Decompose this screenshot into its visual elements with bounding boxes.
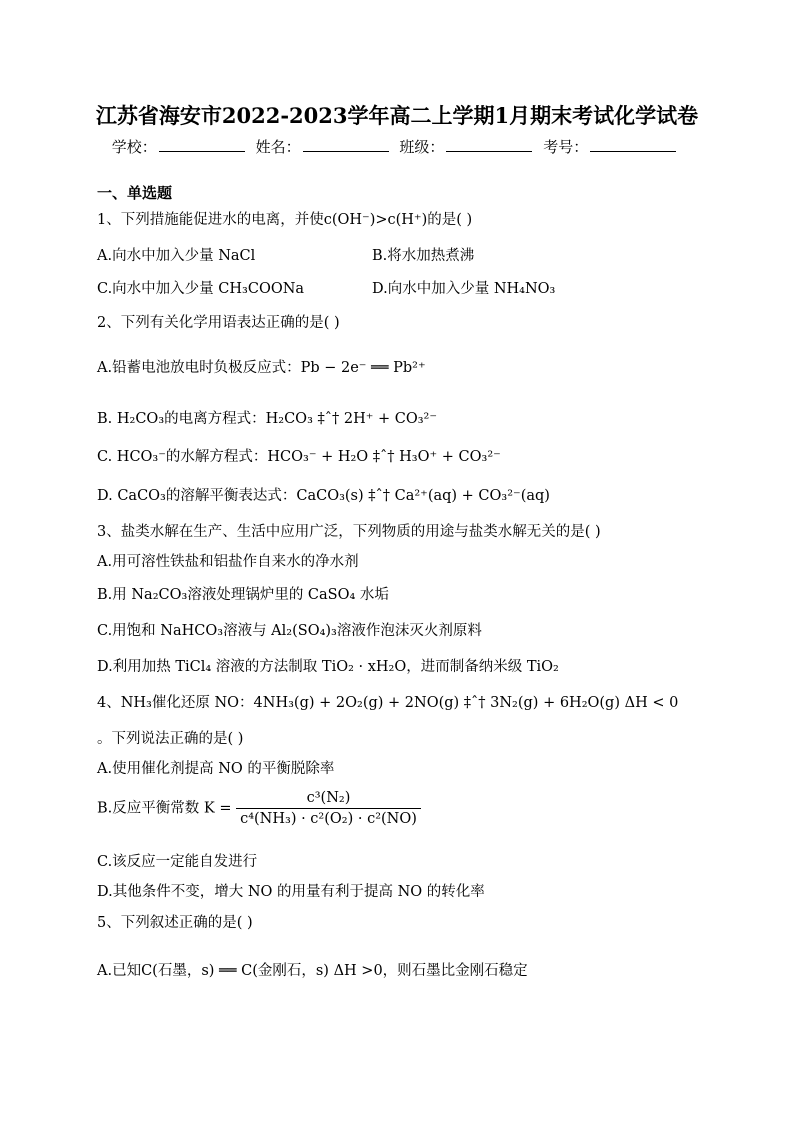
q5-option-a: A.已知C(石墨，s) ══ C(金刚石，s) ΔH >0，则石墨比金刚石稳定 bbox=[97, 963, 528, 979]
name-blank[interactable] bbox=[303, 137, 389, 152]
q2-stem: 2、下列有关化学用语表达正确的是( ) bbox=[97, 315, 340, 331]
q5-stem: 5、下列叙述正确的是( ) bbox=[97, 915, 253, 931]
equilibrium-constant-fraction bbox=[236, 790, 421, 827]
number-blank[interactable] bbox=[590, 137, 676, 152]
section-heading: 一、单选题 bbox=[97, 184, 173, 202]
q4-option-c: C.该反应一定能自发进行 bbox=[97, 854, 258, 870]
class-blank[interactable] bbox=[446, 137, 532, 152]
q4-option-a: A.使用催化剂提高 NO 的平衡脱除率 bbox=[97, 761, 335, 777]
school-label: 学校： bbox=[111, 138, 157, 156]
q3-stem: 3、盐类水解在生产、生活中应用广泛，下列物质的用途与盐类水解无关的是( ) bbox=[97, 524, 601, 540]
name-label: 姓名： bbox=[255, 138, 301, 156]
q1-option-a: A.向水中加入少量 NaCl bbox=[97, 248, 256, 264]
q2-option-a: A.铅蓄电池放电时负极反应式：Pb − 2e⁻ ══ Pb²⁺ bbox=[97, 360, 426, 376]
fraction-numerator: c³(N₂) bbox=[236, 790, 421, 809]
class-label: 班级： bbox=[399, 138, 445, 156]
q4-option-b bbox=[97, 790, 421, 827]
q4-stem-continued: 。下列说法正确的是( ) bbox=[97, 731, 244, 747]
q2-option-b: B. H₂CO₃的电离方程式：H₂CO₃ ‡ˆ† 2H⁺ + CO₃²⁻ bbox=[97, 411, 437, 427]
q3-option-b: B.用 Na₂CO₃溶液处理锅炉里的 CaSO₄ 水垢 bbox=[97, 587, 389, 603]
number-label: 考号： bbox=[543, 138, 589, 156]
q1-option-c: C.向水中加入少量 CH₃COONa bbox=[97, 281, 305, 297]
q2-option-c: C. HCO₃⁻的水解方程式：HCO₃⁻ + H₂O ‡ˆ† H₃O⁺ + CO₃²⁻ bbox=[97, 449, 501, 465]
q2-option-d: D. CaCO₃的溶解平衡表达式：CaCO₃(s) ‡ˆ† Ca²⁺(aq) + CO₃²⁻(aq) bbox=[97, 488, 550, 504]
q4-stem: 4、NH₃催化还原 NO：4NH₃(g) + 2O₂(g) + 2NO(g) ‡ˆ† 3N₂(g) + 6H₂O(g) ΔH < 0 bbox=[97, 695, 679, 711]
student-info-line bbox=[0, 136, 794, 157]
q1-stem: 1、下列措施能促进水的电离，并使c(OH⁻)>c(H⁺)的是( ) bbox=[97, 212, 473, 228]
q1-option-b: B.将水加热煮沸 bbox=[372, 248, 475, 264]
q3-option-d: D.利用加热 TiCl₄ 溶液的方法制取 TiO₂ · xH₂O，进而制备纳米级 TiO₂ bbox=[97, 659, 559, 675]
fraction-denominator: c⁴(NH₃) · c²(O₂) · c²(NO) bbox=[240, 811, 417, 827]
q4-option-b-prefix: B.反应平衡常数 K = bbox=[97, 800, 232, 817]
school-blank[interactable] bbox=[159, 137, 245, 152]
q4-option-d: D.其他条件不变，增大 NO 的用量有利于提高 NO 的转化率 bbox=[97, 884, 485, 900]
q3-option-a: A.用可溶性铁盐和铝盐作自来水的净水剂 bbox=[97, 554, 359, 570]
q3-option-c: C.用饱和 NaHCO₃溶液与 Al₂(SO₄)₃溶液作泡沫灭火剂原料 bbox=[97, 623, 482, 639]
q1-option-d: D.向水中加入少量 NH₄NO₃ bbox=[372, 281, 556, 297]
page-title: 江苏省海安市2022-2023学年高二上学期1月期末考试化学试卷 bbox=[95, 103, 699, 128]
